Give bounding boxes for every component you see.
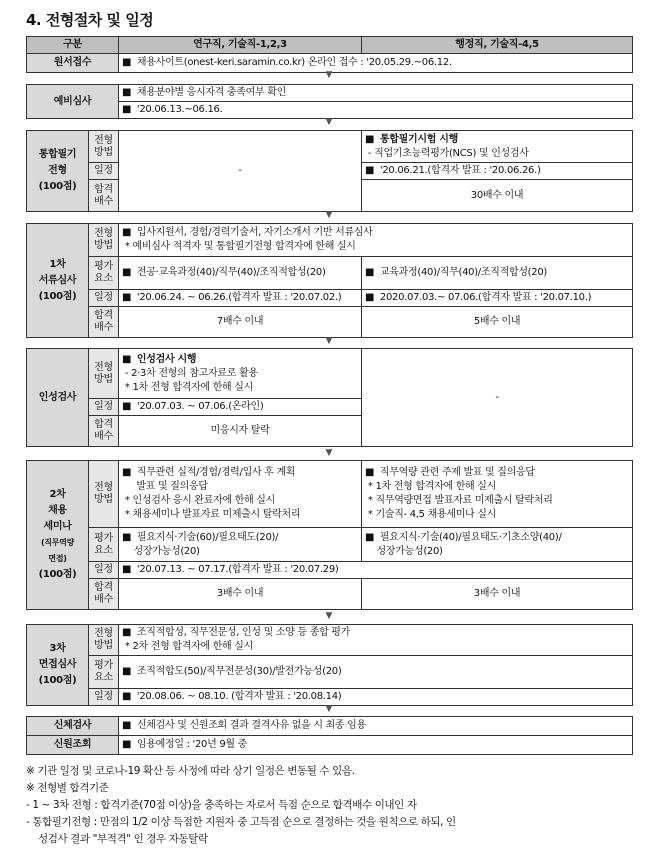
pre-screen-table [26, 84, 633, 119]
note-criteria-heading: ※ 전형별 합격기준 [26, 782, 109, 794]
personality-right: - [362, 349, 633, 447]
sub-pass: 합격 배수 [89, 307, 119, 338]
interview-table [26, 624, 633, 706]
header-admin: 행정직, 기술직-4,5 [362, 37, 633, 54]
stage-document: 1차 서류심사 (100점) [27, 224, 89, 338]
doc-date-left: ■ '20.06.24. ~ 06.26.(합격자 발표 : '20.07.02.) [119, 290, 362, 307]
arrow-down-icon: ▼ [325, 336, 333, 346]
seminar-eval-right: ■ 필요지식·기술(40)/필요태도·기초소양(40)/ 성장가능성(20) [362, 528, 633, 562]
schedule-table-header [26, 36, 633, 73]
pre-line1: ■ 채용분야별 응시자격 충족여부 확인 [119, 85, 633, 102]
personality-date: ■ '20.07.03. ~ 07.06.(온라인) [119, 399, 362, 416]
personality-test-table [26, 348, 633, 447]
seminar-method-right: ■ 직무역량 관련 주제 발표 및 질의응답 * 1차 전형 합격자에 한해 실시 * 직무역량면접 발표자료 미제출시 탈락처리 * 기술직- 4,5 채용세미나 실시 [362, 461, 633, 528]
written-test-table [26, 130, 633, 212]
final-check-table [26, 716, 633, 755]
sub-method: 전형 방법 [89, 224, 119, 257]
pre-line2: ■ '20.06.13.~06.16. [119, 102, 633, 119]
note-criteria-written: - 통합필기전형 : 만점의 1/2 이상 득점한 지원자 중 고득점 순으로 결정하는 것을 원칙으로 하되, 인 [26, 816, 456, 828]
stage-personality: 인성검사 [27, 349, 89, 447]
doc-pass-left: 7배수 이내 [119, 307, 362, 338]
sub-method: 전형 방법 [89, 131, 119, 163]
sub-eval: 평가 요소 [89, 528, 119, 562]
sub-method: 전형 방법 [89, 349, 119, 399]
stage-background: 신원조회 [27, 736, 119, 755]
sub-date: 일정 [89, 163, 119, 180]
notes [26, 763, 632, 848]
note-criteria-written-cont: 성검사 결과 "부적격" 인 경우 자동탈락 [38, 833, 208, 845]
doc-date-right: ■ 2020.07.03.~ 07.06.(합격자 발표 : '20.07.10.) [362, 290, 633, 307]
doc-pass-right: 5배수 이내 [362, 307, 633, 338]
personality-method: ■ 인성검사 시행 - 2·3차 전형의 참고자료로 활용 * 1차 전형 합격자에 한해 실시 [119, 349, 362, 399]
stage-pre: 예비심사 [27, 85, 119, 119]
interview-date: ■ '20.08.06. ~ 08.10. (합격자 발표 : '20.08.14) [119, 689, 633, 706]
doc-eval-left: ■ 전공·교육과정(40)/직무(40)/조직적합성(20) [119, 257, 362, 290]
arrow-down-icon: ▼ [325, 210, 333, 220]
final-line1: ■ 신체검사 및 신원조회 결과 결격사유 없을 시 최종 임용 [119, 717, 633, 736]
sub-eval: 평가 요소 [89, 656, 119, 689]
sub-date: 일정 [89, 689, 119, 706]
sub-date: 일정 [89, 290, 119, 307]
seminar-date: ■ '20.07.13. ~ 07.17.(합격자 발표 : '20.07.29) [119, 562, 633, 579]
header-division: 구분 [27, 37, 119, 54]
arrow-down-icon: ▼ [325, 70, 333, 80]
sub-date: 일정 [89, 562, 119, 579]
sub-eval: 평가 요소 [89, 257, 119, 290]
sub-pass: 합격 배수 [89, 180, 119, 212]
written-date: ■ '20.06.21.(합격자 발표 : '20.06.26.) [362, 163, 633, 180]
stage-interview: 3차 면접심사 (100점) [27, 625, 89, 706]
stage-physical: 신체검사 [27, 717, 119, 736]
sub-date: 일정 [89, 399, 119, 416]
interview-eval: ■ 조직적합도(50)/직무전문성(30)/발전가능성(20) [119, 656, 633, 689]
doc-method: ■ 입사지원서, 경험/경력기술서, 자기소개서 기반 서류심사 * 예비심사 적격자 및 통합필기전형 합격자에 한해 실시 [119, 224, 633, 257]
stage-apply: 원서접수 [27, 54, 119, 73]
document-screen-table [26, 223, 633, 338]
written-left: - [119, 131, 362, 212]
note-criteria-1to3: - 1 ~ 3차 전형 : 합격기준(70점 이상)을 충족하는 자로서 득점 순으로 합격배수 이내인 자 [26, 799, 417, 811]
seminar-pass-left: 3배수 이내 [119, 579, 362, 610]
arrow-down-icon: ▼ [325, 704, 333, 714]
note-schedule-change: ※ 기관 일정 및 코로나-19 확산 등 사정에 따라 상기 일정은 변동될 수 있음. [26, 765, 355, 777]
written-method: ■ 통합필기시험 시행 - 직업기초능력평가(NCS) 및 인성검사 [362, 131, 633, 163]
sub-method: 전형 방법 [89, 461, 119, 528]
apply-text: ■ 채용사이트(onest-keri.saramin.co.kr) 온라인 접수 : '20.05.29.~06.12. [119, 54, 633, 73]
stage-seminar: 2차 채용 세미나 (직무역량 면접) (100점) [27, 461, 89, 610]
section-title: 4. 전형절차 및 일정 [26, 11, 154, 29]
seminar-table [26, 460, 633, 610]
doc-eval-right: ■ 교육과정(40)/직무(40)/조직적합성(20) [362, 257, 633, 290]
seminar-eval-left: ■ 필요지식·기술(60)/필요태도(20)/ 성장가능성(20) [119, 528, 362, 562]
personality-pass: 미응시자 탈락 [119, 416, 362, 447]
stage-written: 통합필기 전형 (100점) [27, 131, 89, 212]
arrow-down-icon: ▼ [325, 448, 333, 458]
sub-pass: 합격 배수 [89, 416, 119, 447]
seminar-method-left: ■ 직무관련 실적/경험/경력/입사 후 계획 발표 및 질의응답 * 인성검사 응시 완료자에 한해 실시 * 채용세미나 발표자료 미제출시 탈락처리 [119, 461, 362, 528]
header-research: 연구직, 기술직-1,2,3 [119, 37, 362, 54]
sub-pass: 합격 배수 [89, 579, 119, 610]
arrow-down-icon: ▼ [325, 611, 333, 621]
interview-method: ■ 조직적합성, 직무전문성, 인성 및 소양 등 종합 평가 * 2차 전형 합격자에 한해 실시 [119, 625, 633, 656]
final-line2: ■ 임용예정일 : '20년 9월 중 [119, 736, 633, 755]
arrow-down-icon: ▼ [325, 117, 333, 127]
seminar-pass-right: 3배수 이내 [362, 579, 633, 610]
written-pass: 30배수 이내 [362, 180, 633, 212]
sub-method: 전형 방법 [89, 625, 119, 656]
